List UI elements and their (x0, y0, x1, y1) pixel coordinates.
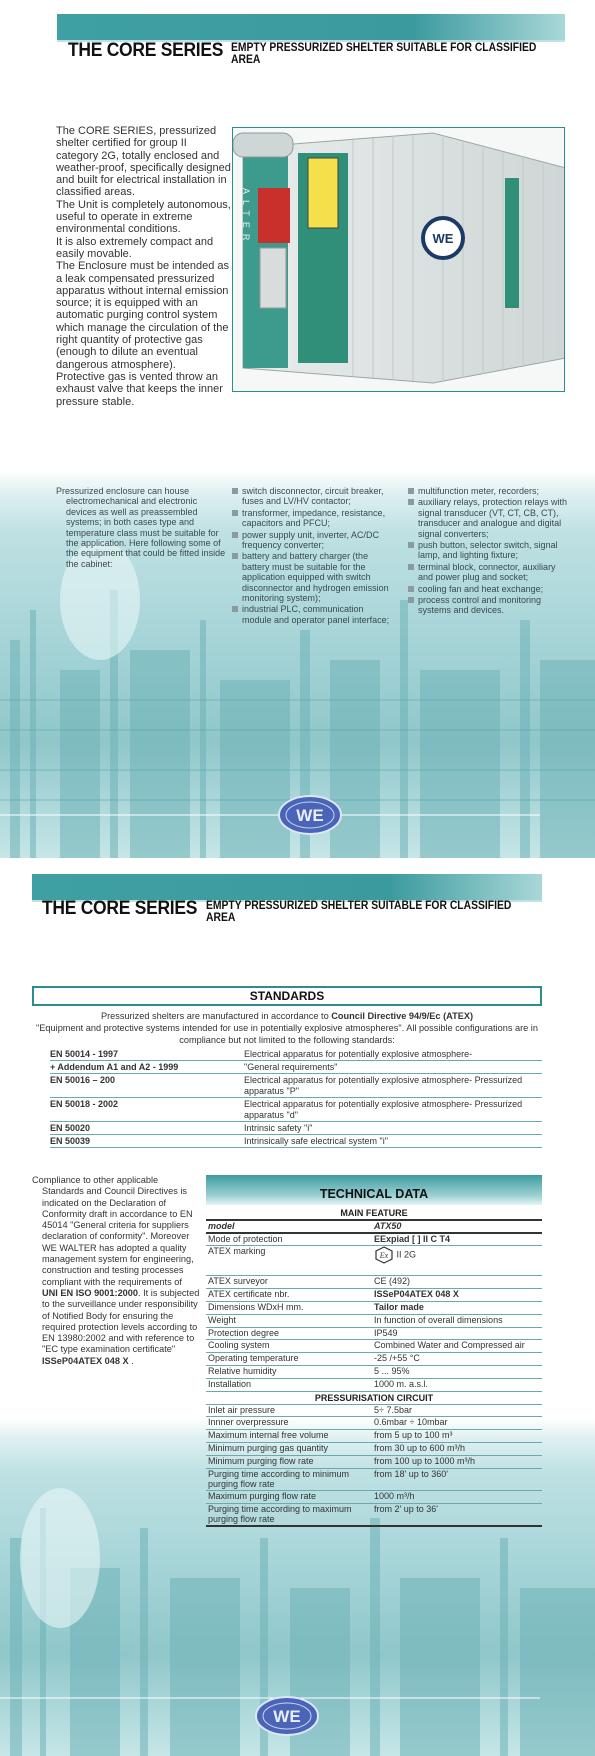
tech-key: Relative humidity (208, 1365, 277, 1376)
circuit-key: Purging time according to maximum purging flow rate (208, 1503, 352, 1525)
standards-row (50, 1061, 542, 1074)
column-1 (56, 486, 226, 569)
subtitle-line-1: EMPTY PRESSURIZED SHELTER SUITABLE FOR CLASSIFIED (206, 900, 512, 912)
circuit-value: 0.6mbar ÷ 10mbar (374, 1417, 448, 1428)
circuit-row (206, 1430, 542, 1443)
standards-row (50, 1122, 542, 1135)
page-subtitle (206, 900, 511, 924)
tech-row (206, 1315, 542, 1328)
standard-description: Electrical apparatus for potentially explosive atmosphere- Pressurized apparatus "P" (244, 1075, 523, 1096)
subtitle-line-1: EMPTY PRESSURIZED SHELTER SUITABLE FOR CLASSIFIED (231, 42, 537, 54)
tech-row (206, 1340, 542, 1353)
logo-text: WE (273, 1707, 301, 1726)
intro-paragraph: The CORE SERIES, pressurized shelter certified for group II category 2G, totally enclosed and weather-proof, specifically designed and built for electrical installation in classified areas. (56, 125, 231, 199)
tech-key: ATEX certificate nbr. (208, 1289, 290, 1300)
circuit-value: from 30 up to 600 m³/h (374, 1442, 466, 1453)
circuit-value: from 5 up to 100 m³ (374, 1430, 453, 1441)
tech-value: EExpiad [ ] II C T4 (374, 1233, 451, 1244)
main-feature-heading: MAIN FEATURE (340, 1208, 408, 1218)
shelter-photo (232, 127, 565, 392)
tech-key: Weight (208, 1314, 236, 1325)
column-3 (408, 486, 568, 617)
intro-paragraph: The Unit is completely autonomous, useful to operate in extreme environmental conditions. (56, 198, 231, 236)
standards-intro (32, 1010, 542, 1046)
subtitle-line-2: AREA (231, 54, 261, 66)
standard-code: EN 50018 - 2002 (50, 1099, 119, 1109)
circuit-key: Innner overpressure (208, 1417, 289, 1428)
circuit-key: Maximum internal free volume (208, 1430, 329, 1441)
company-logo (278, 795, 342, 835)
equipment-item: auxiliary relays, protection relays with signal transducer (VT, CT, CB, CT), transducer and analogue and digital signal converters; (408, 497, 568, 539)
tech-value: II 2G (396, 1249, 417, 1260)
page-1 (0, 0, 595, 858)
logo-text: WE (296, 806, 324, 825)
circuit-key: Maximum purging flow rate (208, 1490, 317, 1501)
shelter-illustration (233, 128, 565, 392)
tech-key: Mode of protection (208, 1233, 283, 1244)
tech-value: IP549 (374, 1327, 398, 1338)
standard-code: EN 50016 – 200 (50, 1075, 116, 1085)
standard-description: Intrinsic safety "i" (244, 1123, 313, 1133)
standards-row (50, 1098, 542, 1122)
compliance-iso: UNI EN ISO 9001:2000 (42, 1287, 139, 1298)
ex-hexagon-icon (374, 1246, 394, 1264)
tech-row (206, 1353, 542, 1366)
intro-text (56, 125, 231, 408)
circuit-value: 5÷ 7.5bar (374, 1404, 412, 1415)
tech-row (206, 1246, 542, 1276)
page-subtitle (231, 42, 536, 66)
circuit-value: from 2' up to 36' (374, 1503, 438, 1514)
tech-row (206, 1289, 542, 1302)
standard-description: "General requirements" (244, 1062, 338, 1072)
tech-key: ATEX marking (208, 1246, 266, 1257)
standard-description: Intrinsically safe electrical system "i" (244, 1136, 388, 1146)
page-2 (0, 858, 595, 1756)
circuit-row (206, 1504, 542, 1527)
model-row (206, 1219, 542, 1234)
technical-data-header (206, 1175, 542, 1205)
tech-key: Installation (208, 1378, 252, 1389)
equipment-item: transformer, impedance, resistance, capacitors and PFCU; (232, 508, 392, 529)
compliance-part-2: It is subjected to the surveillance under responsibility of Notified Body for ensuring the required protection levels according to EN 13980:2002 and with reference to "EC type examination certificate" (42, 1287, 200, 1355)
tech-row (206, 1276, 542, 1289)
standards-row (50, 1048, 542, 1061)
technical-data-title: TECHNICAL DATA (319, 1187, 429, 1201)
circuit-value: from 100 up to 1000 m³/h (374, 1455, 476, 1466)
circuit-row (206, 1469, 542, 1491)
tech-value: CE (492) (374, 1276, 411, 1287)
tech-row (206, 1302, 542, 1315)
tech-key: Dimensions WDxH mm. (208, 1301, 304, 1312)
technical-data-table (206, 1175, 542, 1527)
tech-value: ISSeP04ATEX 048 X (374, 1289, 459, 1300)
standard-code: EN 50039 (50, 1136, 91, 1146)
tech-value: -25 /+55 °C (374, 1353, 420, 1364)
standards-table (50, 1048, 542, 1148)
series-title: THE CORE SERIES (68, 40, 224, 61)
circuit-row (206, 1456, 542, 1469)
column-2 (232, 486, 392, 626)
circuit-key: Minimum purging flow rate (208, 1455, 314, 1466)
intro-paragraph: It is also extremely compact and easily movable. (56, 235, 214, 260)
circuit-row (206, 1491, 542, 1504)
standards-directive: Council Directive 94/9/Ec (ATEX) (331, 1011, 474, 1021)
tech-value: Combined Water and Compressed air (374, 1340, 525, 1351)
tech-key: Operating temperature (208, 1353, 299, 1364)
equipment-item: process control and monitoring systems and devices. (408, 595, 568, 616)
header-bar (57, 14, 565, 40)
model-label: model (208, 1221, 235, 1231)
series-title: THE CORE SERIES (42, 898, 198, 919)
tech-row (206, 1379, 542, 1392)
standard-code: EN 50014 - 1997 (50, 1049, 119, 1059)
standard-code: EN 50020 (50, 1123, 91, 1133)
photo-side-label: ALTER (241, 188, 251, 247)
header-bar (32, 874, 542, 900)
equipment-item: cooling fan and heat exchange; (408, 584, 568, 594)
company-logo (255, 1696, 319, 1736)
circuit-row (206, 1443, 542, 1456)
standard-code: + Addendum A1 and A2 - 1999 (50, 1062, 179, 1072)
tech-value: Tailor made (374, 1301, 424, 1312)
standards-intro-rest: "Equipment and protective systems intended for use in potentially explosive atmospheres". All possible configurations are in compliance but not limited to the following standards: (36, 1023, 538, 1045)
column-1-text: Pressurized enclosure can house electromechanical and electronic devices as well as preassembled systems; in both cases type and temperature class must be suitable for the application. Here following some of the equipment that could be fitted inside the cabinet: (56, 486, 226, 569)
standards-row (50, 1074, 542, 1098)
circuit-value: 1000 m³/h (374, 1490, 415, 1501)
circuit-row (206, 1405, 542, 1418)
model-value: ATX50 (374, 1221, 402, 1231)
circuit-key: Minimum purging gas quantity (208, 1442, 329, 1453)
compliance-part-1: Compliance to other applicable Standards and Council Directives is indicated on the Declaration of Conformity draft in accordance to EN 45014 "General criteria for suppliers declaration of conformity". Moreover WE WALTER has adopted a quality management system for engineering, construction and testing processes compliant with the requirements of (32, 1175, 194, 1287)
equipment-item: terminal block, connector, auxiliary and power plug and socket; (408, 562, 568, 583)
photo-badge-text: WE (432, 231, 454, 246)
circuit-value: from 18' up to 360' (374, 1468, 448, 1479)
circuit-key: Inlet air pressure (208, 1404, 276, 1415)
subtitle-line-2: AREA (206, 912, 236, 924)
standards-intro-prefix: Pressurized shelters are manufactured in accordance to (100, 1011, 332, 1021)
circuit-key: Purging time according to minimum purging flow rate (208, 1468, 350, 1490)
svg-text:Ex: Ex (379, 1251, 389, 1261)
tech-value: 5 ... 95% (374, 1365, 410, 1376)
tech-value: In function of overall dimensions (374, 1314, 503, 1325)
standards-title: STANDARDS (32, 986, 542, 1006)
tech-key: ATEX surveyor (208, 1276, 268, 1287)
equipment-item: industrial PLC, communication module and operator panel interface; (232, 604, 392, 625)
circuit-row (206, 1417, 542, 1430)
standard-description: Electrical apparatus for potentially explosive atmosphere- (244, 1049, 473, 1059)
equipment-item: multifunction meter, recorders; (408, 486, 568, 496)
tech-row (206, 1234, 542, 1247)
equipment-item: battery and battery charger (the battery must be suitable for the application equipped with switch disconnector and hydrogen emission monitoring system); (232, 551, 392, 603)
intro-paragraph: Protective gas is vented throw an exhaust valve that keeps the inner pressure stable. (56, 370, 223, 408)
tech-key: Protection degree (208, 1327, 280, 1338)
standards-row (50, 1135, 542, 1148)
tech-row (206, 1328, 542, 1341)
pressurisation-heading: PRESSURISATION CIRCUIT (206, 1392, 542, 1405)
tech-row (206, 1366, 542, 1379)
equipment-item: push button, selector switch, signal lamp, and lighting fixture; (408, 540, 568, 561)
compliance-text: Compliance to other applicable Standards and Council Directives is indicated on the Declaration of Conformity draft in accordance to EN 45014 "General criteria for suppliers declaration of conformity". Moreover WE WALTER has adopted a quality management system for engineering, construction and testing processes compliant with the requirements of UNI EN ISO 9001:2000. It is subjected to the surveillance under responsibility of Notified Body for ensuring the required protection levels according to EN 13980:2002 and with reference to "EC type examination certificate" ISSeP04ATEX 048 X . (32, 1175, 200, 1366)
tech-value: 1000 m. a.s.l. (374, 1378, 429, 1389)
tech-key: Cooling system (208, 1340, 270, 1351)
intro-paragraph: The Enclosure must be intended as a leak compensated pressurized apparatus without internal emission source; it is equipped with an automatic purging control system which manage the circulation of the right quantity of protective gas (enough to dilute an eventual dangerous atmosphere). (56, 260, 230, 371)
compliance-certificate: ISSeP04ATEX 048 X (42, 1355, 129, 1366)
standard-description: Electrical apparatus for potentially explosive atmosphere- Pressurized apparatus "d" (244, 1099, 523, 1120)
equipment-item: switch disconnector, circuit breaker, fuses and LV/HV contactor; (232, 486, 392, 507)
equipment-item: power supply unit, inverter, AC/DC frequency converter; (232, 530, 392, 551)
